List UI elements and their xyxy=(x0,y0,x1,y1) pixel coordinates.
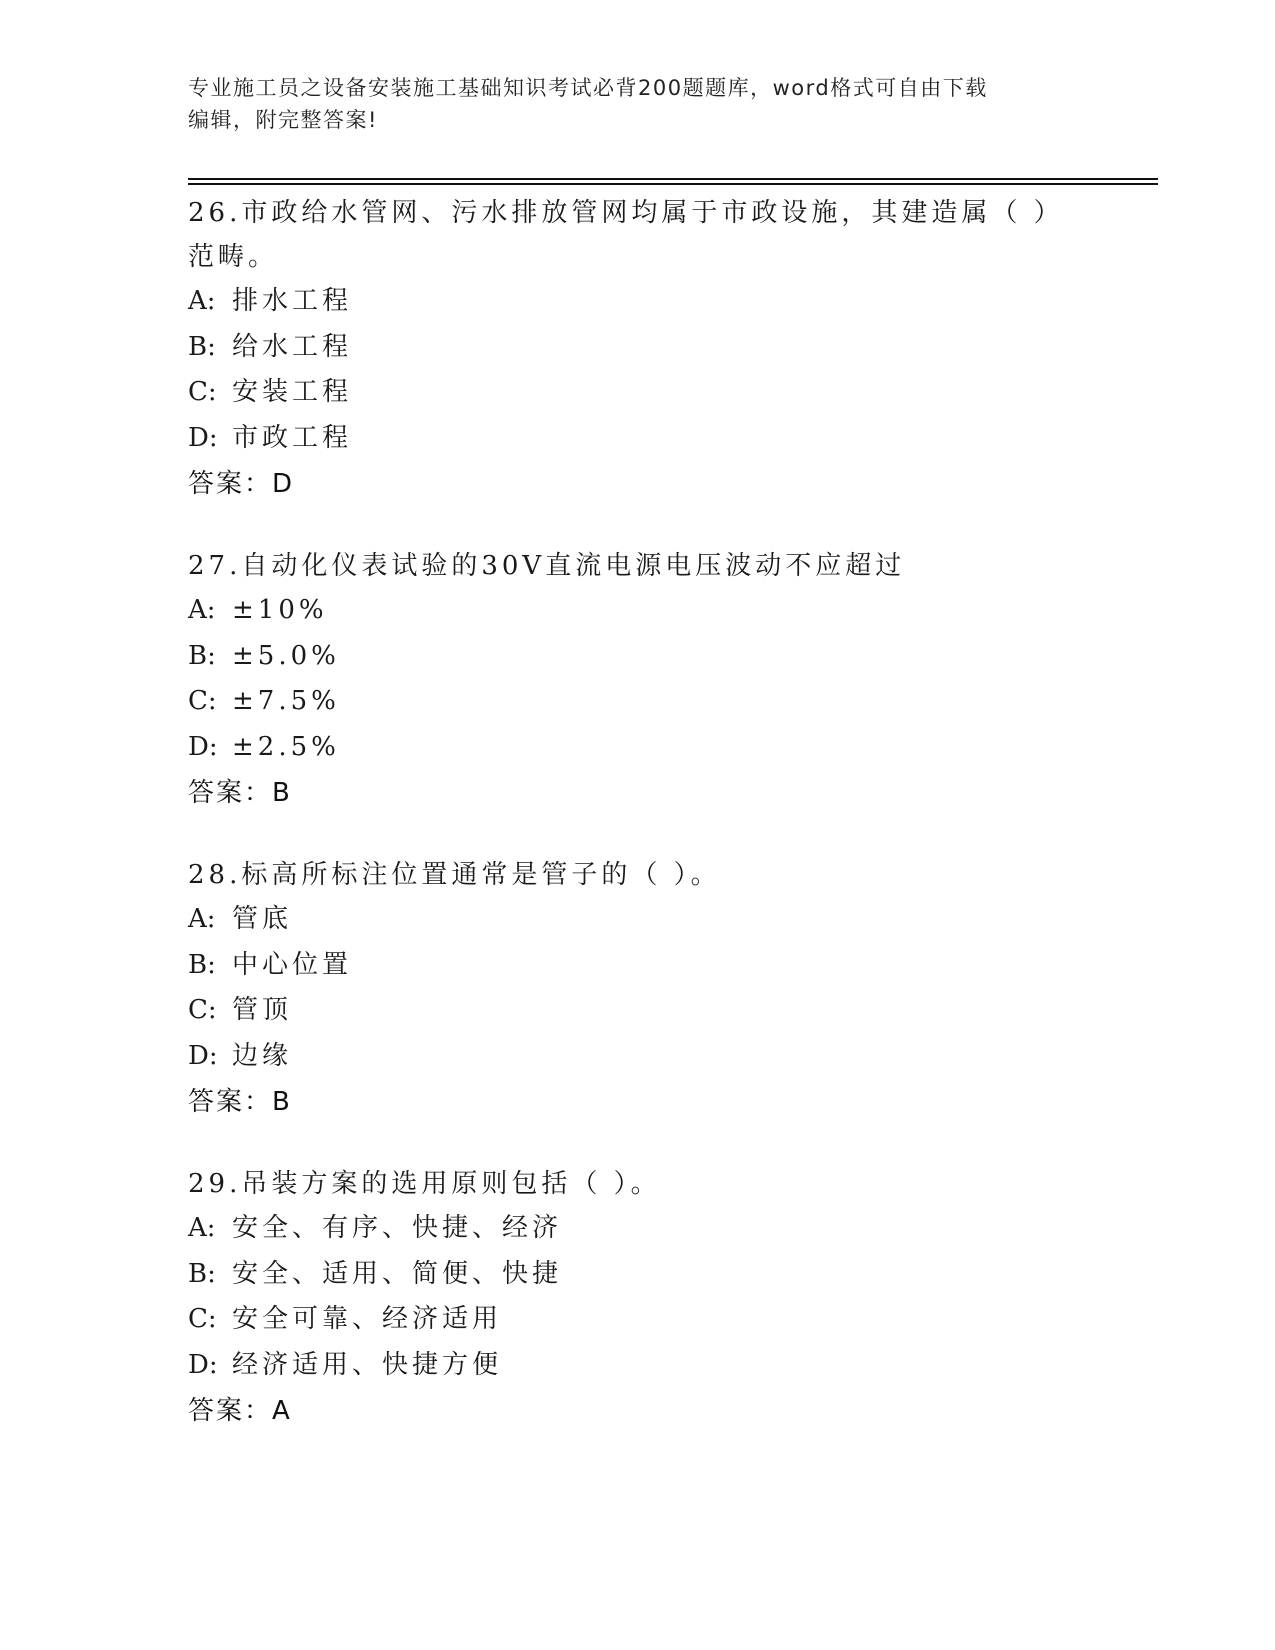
question-stem: 29.吊装方案的选用原则包括（ ）。 xyxy=(188,1169,661,1199)
option-c xyxy=(188,988,1088,1034)
header-divider-bottom xyxy=(188,183,1158,185)
question-stem: 28.标高所标注位置通常是管子的（ ）。 xyxy=(188,860,721,890)
option-letter: D: xyxy=(188,731,218,762)
option-c xyxy=(188,679,1088,725)
option-letter: C: xyxy=(188,686,217,716)
option-b xyxy=(188,634,1088,680)
answer-line: 答案：B xyxy=(188,778,292,808)
option-a xyxy=(188,897,1088,943)
option-b xyxy=(188,943,1088,989)
question-stem: 26.市政给水管网、污水排放管网均属于市政设施，其建造属（ ）范畴。 xyxy=(188,198,1064,272)
option-text: ±5.0% xyxy=(232,640,340,671)
option-letter: B: xyxy=(188,949,216,980)
option-text: 排水工程 xyxy=(232,286,353,316)
option-text: 给水工程 xyxy=(232,331,353,362)
option-letter: A: xyxy=(188,286,216,316)
option-a xyxy=(188,1206,1088,1252)
option-text: 安全、适用、简便、快捷 xyxy=(232,1258,563,1289)
option-letter: D: xyxy=(188,1040,218,1071)
option-letter: A: xyxy=(188,1213,216,1243)
question-29 xyxy=(188,1159,1088,1434)
answer-line: 答案：D xyxy=(188,469,295,499)
header-line-2: 编辑，附完整答案! xyxy=(188,108,378,132)
option-d xyxy=(188,416,1088,462)
option-text: 安全、有序、快捷、经济 xyxy=(232,1213,563,1243)
option-letter: D: xyxy=(188,1349,218,1380)
answer-line: 答案：A xyxy=(188,1396,292,1426)
answer-line: 答案：B xyxy=(188,1087,292,1117)
question-28 xyxy=(188,850,1088,1125)
option-letter: C: xyxy=(188,1304,217,1334)
option-text: 中心位置 xyxy=(232,949,353,980)
question-27 xyxy=(188,541,1088,816)
document-header xyxy=(188,72,1068,136)
option-letter: C: xyxy=(188,995,217,1025)
option-d xyxy=(188,725,1088,771)
option-b xyxy=(188,325,1088,371)
question-stem: 27.自动化仪表试验的30V直流电源电压波动不应超过 xyxy=(188,551,906,581)
option-letter: B: xyxy=(188,331,216,362)
option-letter: B: xyxy=(188,640,216,671)
option-text: 边缘 xyxy=(232,1040,293,1071)
question-26 xyxy=(188,188,1088,507)
option-d xyxy=(188,1343,1088,1389)
option-letter: D: xyxy=(188,422,218,453)
header-divider-top xyxy=(188,178,1158,180)
option-text: ±2.5% xyxy=(232,731,340,762)
option-text: ±10% xyxy=(232,595,328,625)
option-b xyxy=(188,1252,1088,1298)
option-text: 安全可靠、经济适用 xyxy=(232,1304,503,1334)
question-list xyxy=(188,188,1088,1468)
option-text: 市政工程 xyxy=(232,422,353,453)
option-text: ±7.5% xyxy=(232,686,340,716)
option-text: 管底 xyxy=(232,904,293,934)
option-text: 经济适用、快捷方便 xyxy=(232,1349,503,1380)
option-d xyxy=(188,1034,1088,1080)
option-letter: C: xyxy=(188,377,217,407)
option-a xyxy=(188,588,1088,634)
option-text: 管顶 xyxy=(232,995,293,1025)
option-letter: A: xyxy=(188,904,216,934)
option-c xyxy=(188,370,1088,416)
option-c xyxy=(188,1297,1088,1343)
option-letter: A: xyxy=(188,595,216,625)
option-letter: B: xyxy=(188,1258,216,1289)
option-a xyxy=(188,279,1088,325)
header-line-1: 专业施工员之设备安装施工基础知识考试必背200题题库，word格式可自由下载 xyxy=(188,76,988,100)
option-text: 安装工程 xyxy=(232,377,353,407)
